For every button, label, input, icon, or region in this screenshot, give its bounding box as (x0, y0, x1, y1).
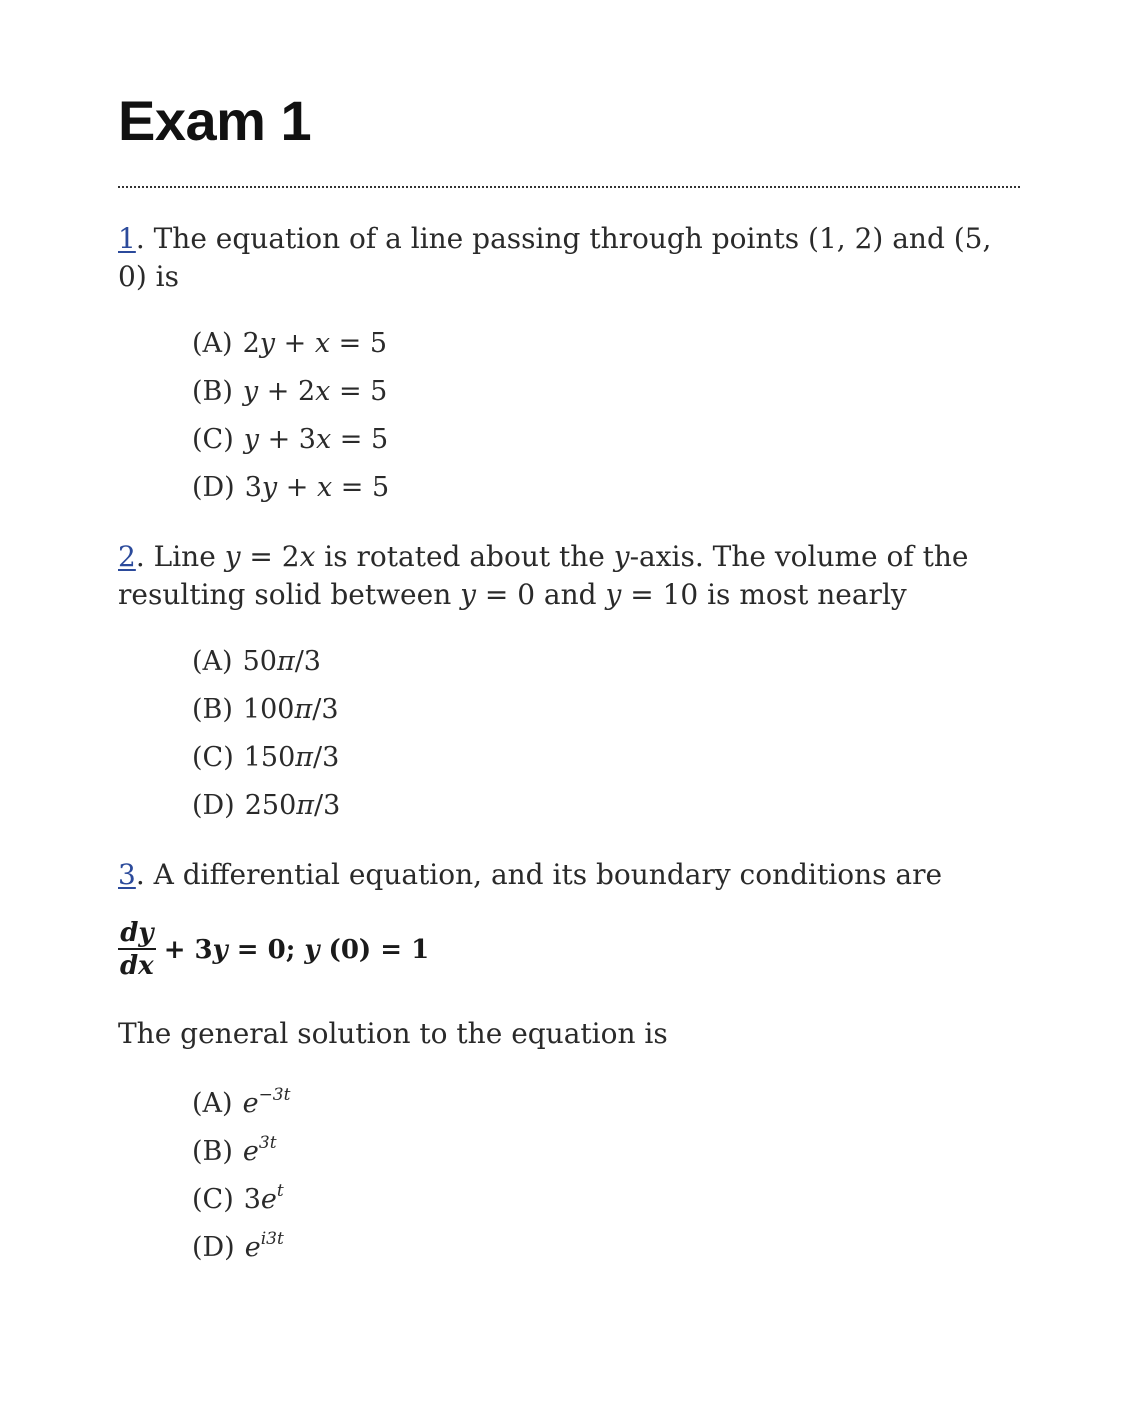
question-2: 2. Line y = 2x is rotated about the y-axis. The volume of the resulting solid between y = 0 and y = 10 is most nearly (118, 540, 969, 611)
question-2-options (192, 644, 340, 836)
question-1-number[interactable]: 1 (118, 222, 136, 255)
q1-option-a: (A) 2y + x = 5 (192, 328, 388, 359)
q3-option-c: (C) $3e^t$ (192, 1181, 284, 1215)
question-1-text: . The equation of a line passing through points (1, 2) and (5, 0) is (118, 222, 992, 293)
q2-option-c: (C) 150π/3 (192, 742, 340, 773)
question-3-prompt: The general solution to the equation is (118, 1017, 668, 1050)
fraction-numerator: dy (120, 918, 154, 948)
q3-option-d: (D) $e^{i3t}$ (192, 1229, 284, 1263)
question-3-number[interactable]: 3 (118, 858, 136, 891)
question-1 (118, 220, 1018, 296)
question-3 (118, 856, 1018, 894)
q3-option-a: (A) $e^{-3t}$ (192, 1085, 291, 1119)
derivative-fraction (118, 918, 156, 982)
fraction-denominator: dx (120, 951, 154, 981)
q3-option-b: (B) $e^{3t}$ (192, 1133, 277, 1167)
q1-option-d: (D) 3y + x = 5 (192, 472, 390, 503)
dotted-divider (118, 186, 1020, 188)
differential-equation (118, 918, 429, 982)
q2-option-a: (A) 50π/3 (192, 646, 321, 677)
question-3-options (192, 1086, 290, 1278)
question-2-number[interactable]: 2 (118, 540, 136, 573)
q1-option-c: (C) y + 3x = 5 (192, 424, 389, 455)
page-title: Exam 1 (118, 89, 312, 152)
q2-option-b: (B) 100π/3 (192, 694, 339, 725)
equation-rest: + 3y = 0; y (0) = 1 (163, 935, 430, 965)
q1-option-b: (B) y + 2x = 5 (192, 376, 388, 407)
question-1-options (192, 326, 389, 518)
q2-option-d: (D) 250π/3 (192, 790, 341, 821)
question-3-text: . A differential equation, and its boundary conditions are (135, 858, 943, 891)
